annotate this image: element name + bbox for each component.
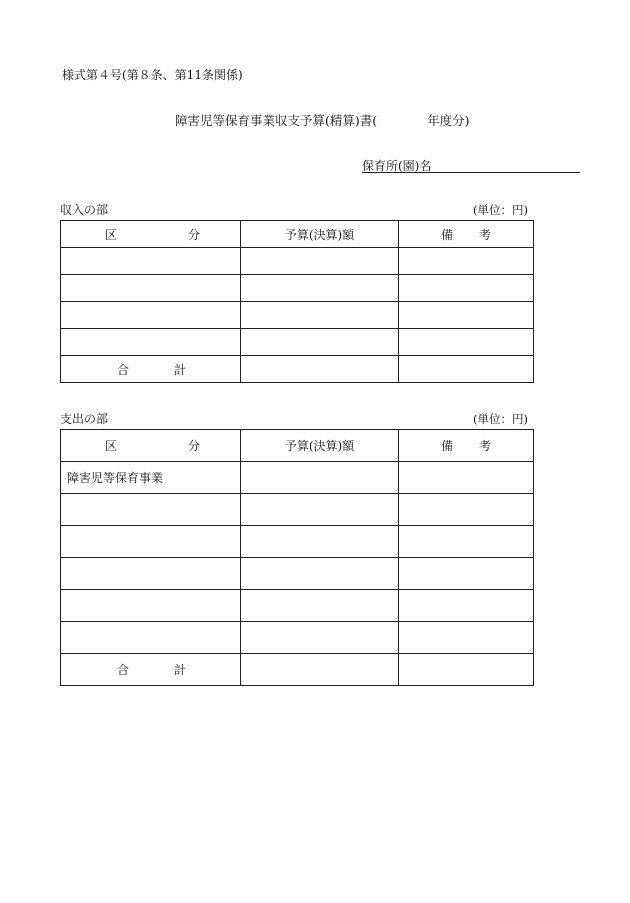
income-row-amount[interactable]	[241, 329, 399, 356]
expense-row-category[interactable]: 障害児等保育事業	[61, 462, 241, 494]
income-row	[61, 275, 534, 302]
header-kou: 考	[478, 227, 491, 242]
header-bi: 備	[441, 227, 454, 242]
expense-row-remarks[interactable]	[399, 526, 534, 558]
income-row-category[interactable]	[61, 302, 241, 329]
expense-header-amount: 予算(決算)額	[241, 430, 399, 462]
expense-header-remarks	[399, 430, 534, 462]
income-unit-label: (単位：円)	[473, 203, 528, 217]
expense-row-remarks[interactable]	[399, 622, 534, 654]
income-row-remarks[interactable]	[399, 275, 534, 302]
expense-row-category[interactable]	[61, 494, 241, 526]
income-row-category[interactable]	[61, 275, 241, 302]
income-header-row	[61, 221, 534, 248]
expense-row-remarks[interactable]	[399, 462, 534, 494]
expense-row-amount[interactable]	[241, 526, 399, 558]
income-row-amount[interactable]	[241, 248, 399, 275]
expense-row	[61, 558, 534, 590]
expense-total-row	[61, 654, 534, 686]
expense-row-category[interactable]	[61, 558, 241, 590]
income-row-amount[interactable]	[241, 302, 399, 329]
expense-header-category	[61, 430, 241, 462]
income-row-remarks[interactable]	[399, 302, 534, 329]
expense-row-amount[interactable]	[241, 622, 399, 654]
income-section-label: 収入の部	[60, 203, 109, 217]
income-total-row	[61, 356, 534, 383]
expense-row	[61, 590, 534, 622]
income-row-remarks[interactable]	[399, 248, 534, 275]
form-number: 様式第４号(第８条、第11条関係)	[62, 68, 243, 82]
expense-row-category[interactable]	[61, 622, 241, 654]
expense-row-amount[interactable]	[241, 462, 399, 494]
total-kei: 計	[173, 663, 186, 677]
header-bi: 備	[441, 439, 454, 453]
income-total-amount[interactable]	[241, 356, 399, 383]
income-row-amount[interactable]	[241, 275, 399, 302]
income-total-remarks[interactable]	[399, 356, 534, 383]
expense-row-amount[interactable]	[241, 558, 399, 590]
expense-section-label: 支出の部	[60, 412, 109, 426]
header-kou: 考	[478, 439, 491, 453]
expense-unit-label: (単位：円)	[473, 412, 528, 426]
organization-label: 保育所(園)名	[362, 159, 432, 173]
expense-row-remarks[interactable]	[399, 558, 534, 590]
expense-row	[61, 462, 534, 494]
expense-row-amount[interactable]	[241, 494, 399, 526]
income-row	[61, 248, 534, 275]
header-bun: 分	[187, 439, 200, 453]
expense-row-remarks[interactable]	[399, 494, 534, 526]
expense-row	[61, 494, 534, 526]
expense-total-label	[61, 654, 241, 686]
income-header-category	[61, 221, 241, 248]
expense-row	[61, 622, 534, 654]
income-row-category[interactable]	[61, 248, 241, 275]
expense-header-row	[61, 430, 534, 462]
organization-name-line	[362, 157, 580, 173]
income-table	[60, 220, 534, 383]
income-row-remarks[interactable]	[399, 329, 534, 356]
header-bun: 分	[187, 227, 200, 242]
expense-row-category[interactable]	[61, 590, 241, 622]
document-title	[175, 111, 470, 129]
expense-total-amount[interactable]	[241, 654, 399, 686]
income-row	[61, 329, 534, 356]
income-total-label	[61, 356, 241, 383]
expense-total-remarks[interactable]	[399, 654, 534, 686]
income-row-category[interactable]	[61, 329, 241, 356]
header-ku: 区	[105, 227, 118, 242]
expense-row-category[interactable]	[61, 526, 241, 558]
title-suffix: 年度分)	[427, 113, 470, 128]
title-prefix: 障害児等保育事業収支予算(精算)書(	[175, 113, 378, 128]
income-header-amount: 予算(決算)額	[241, 221, 399, 248]
expense-row	[61, 526, 534, 558]
income-header-remarks	[399, 221, 534, 248]
income-row	[61, 302, 534, 329]
expense-row-remarks[interactable]	[399, 590, 534, 622]
expense-row-amount[interactable]	[241, 590, 399, 622]
total-kei: 計	[173, 362, 186, 377]
total-gou: 合	[117, 663, 130, 677]
total-gou: 合	[117, 362, 130, 377]
expense-table	[60, 429, 534, 686]
header-ku: 区	[105, 439, 118, 453]
